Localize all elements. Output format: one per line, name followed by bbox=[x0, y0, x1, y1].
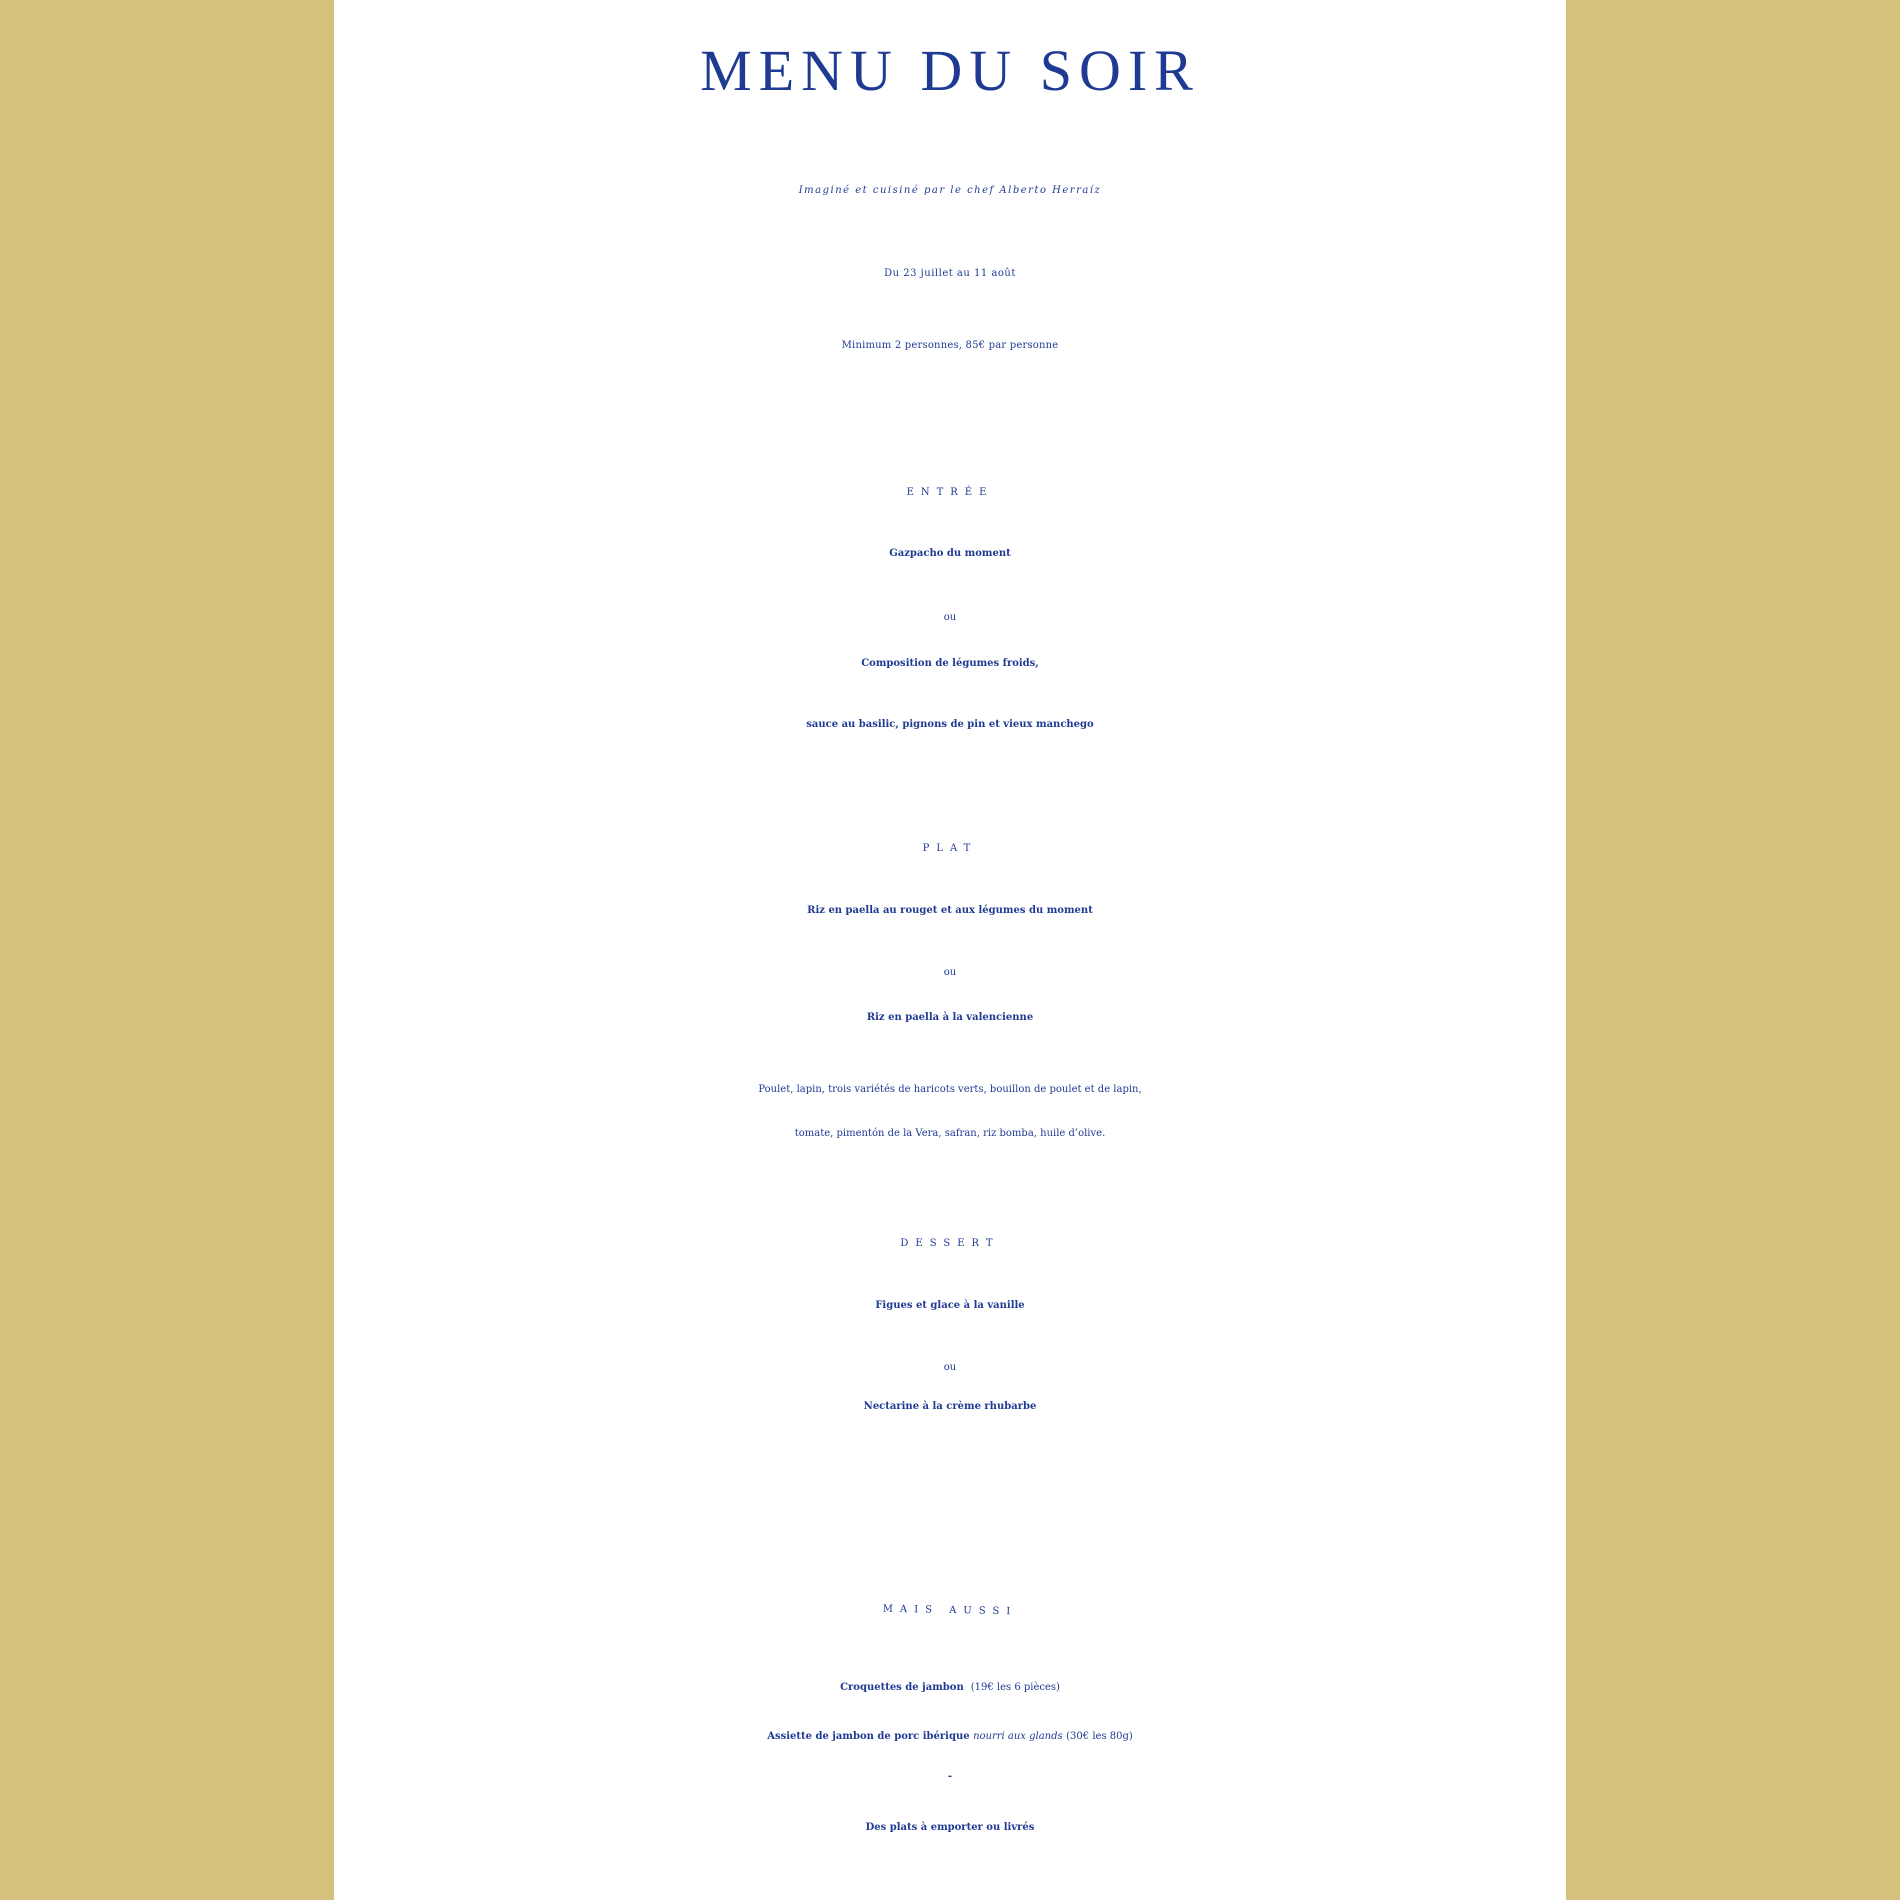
extra-item-jambon bbox=[334, 1731, 1566, 1742]
section-label-entree: ENTRÉE bbox=[906, 487, 994, 498]
extra-item-jambon-name: Assiette de jambon de porc ibérique bbox=[767, 1731, 970, 1742]
dessert-or: ou bbox=[943, 1362, 957, 1373]
dessert-dish-2: Nectarine à la crème rhubarbe bbox=[863, 1401, 1037, 1412]
chef-subtitle: Imaginé et cuisiné par le chef Alberto Herraíz bbox=[798, 185, 1102, 196]
menu-price-note: Minimum 2 personnes, 85€ par personne bbox=[841, 340, 1059, 351]
page-title: MENU DU SOIR bbox=[700, 38, 1200, 103]
dessert-dish-1: Figues et glace à la vanille bbox=[875, 1300, 1025, 1311]
section-label-mais-aussi: MAIS AUSSI bbox=[882, 1603, 1018, 1618]
plat-or: ou bbox=[943, 967, 957, 978]
entree-dish-2-line-2: sauce au basilic, pignons de pin et vieux manchego bbox=[806, 719, 1094, 730]
menu-dates: Du 23 juillet au 11 août bbox=[884, 268, 1016, 279]
extra-item-croquettes bbox=[334, 1682, 1566, 1693]
plat-dish-1: Riz en paella au rouget et aux légumes du moment bbox=[807, 905, 1093, 916]
extra-item-jambon-price: (30€ les 80g) bbox=[1066, 1731, 1133, 1742]
extra-item-jambon-note: nourri aux glands bbox=[973, 1731, 1063, 1742]
menu-card bbox=[334, 0, 1566, 1900]
extra-separator: - bbox=[947, 1771, 953, 1782]
entree-dish-1: Gazpacho du moment bbox=[889, 548, 1011, 559]
plat-dish-2: Riz en paella à la valencienne bbox=[866, 1012, 1034, 1023]
plat-dish-2-desc-line-2: tomate, pimentón de la Vera, safran, riz bomba, huile d’olive. bbox=[794, 1128, 1106, 1139]
takeaway-note: Des plats à emporter ou livrés bbox=[865, 1822, 1035, 1833]
plat-dish-2-desc-line-1: Poulet, lapin, trois variétés de haricots verts, bouillon de poulet et de lapin, bbox=[758, 1084, 1142, 1095]
extra-item-croquettes-name: Croquettes de jambon bbox=[840, 1682, 964, 1693]
section-label-plat: PLAT bbox=[922, 843, 978, 854]
entree-or: ou bbox=[943, 612, 957, 623]
section-label-dessert: DESSERT bbox=[900, 1238, 1000, 1249]
extra-item-croquettes-price: (19€ les 6 pièces) bbox=[970, 1682, 1060, 1693]
entree-dish-2-line-1: Composition de légumes froids, bbox=[861, 658, 1039, 669]
